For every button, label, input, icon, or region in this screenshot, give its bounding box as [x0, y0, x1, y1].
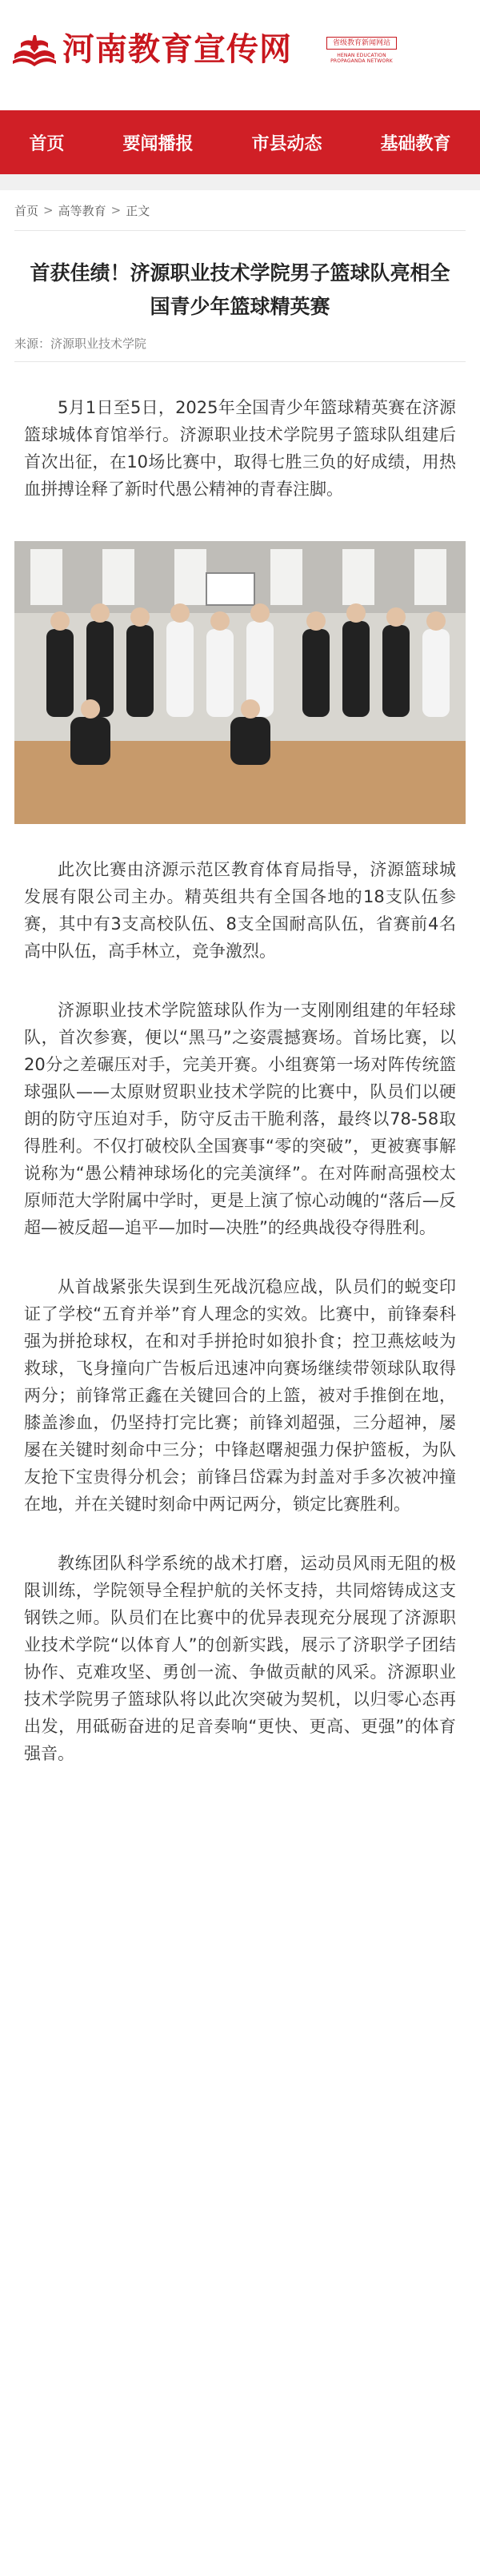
breadcrumb-separator: > [43, 203, 54, 217]
main-nav [0, 110, 480, 174]
site-badge: 省级教育新闻网站 [326, 37, 397, 50]
article-paragraph: 5月1日至5日，2025年全国青少年篮球精英赛在济源篮球城体育馆举行。济源职业技术学院男子篮球队组建后首次出征，在10场比赛中，取得七胜三负的好成绩，用热血拼搏诠释了新时代愚公精神的青春注脚。 [24, 398, 456, 499]
breadcrumb-separator: > [110, 203, 122, 217]
article-paragraph: 此次比赛由济源示范区教育体育局指导，济源篮球城发展有限公司主办。精英组共有全国各地的18支队伍参赛，其中有3支高校队伍、8支全国耐高队伍，省赛前4名高中队伍，高手林立，竞争激烈。 [24, 860, 456, 961]
site-name[interactable]: 河南教育宣传网 [62, 30, 292, 68]
article-paragraph: 从首战紧张失误到生死战沉稳应战，队员们的蜕变印证了学校“五育并举”育人理念的实效。比赛中，前锋秦科强为拼抢球权，在和对手拼抢时如狼扑食；控卫燕炫岐为救球，飞身撞向广告板后迅速冲向赛场继续带领球队取得两分；前锋常正鑫在关键回合的上篮，被对手推倒在地，膝盖渗血，仍坚持打完比赛；前锋刘超强，三分超神，屡屡在关键时刻命中三分；中锋赵曙昶强力保护篮板，为队友抢下宝贵得分机会；前锋吕岱霖为封盖对手多次被冲撞在地，并在关键时刻命中两记两分，锁定比赛胜利。 [24, 1277, 456, 1514]
nav-local[interactable]: 市县动态 [251, 133, 322, 154]
breadcrumb-current: 正文 [126, 203, 150, 218]
book-logo-icon[interactable] [10, 30, 59, 69]
article [0, 257, 480, 1767]
divider [14, 230, 466, 231]
team-photo [14, 541, 466, 824]
breadcrumb [0, 190, 480, 230]
nav-home[interactable]: 首页 [29, 133, 65, 154]
breadcrumb-higher-education[interactable]: 高等教育 [58, 203, 106, 218]
nav-basic-education[interactable]: 基础教育 [380, 133, 451, 154]
article-paragraph: 济源职业技术学院篮球队作为一支刚刚组建的年轻球队，首次参赛，便以“黑马”之姿震撼赛场。首场比赛，以20分之差碾压对手，完美开赛。小组赛第一场对阵传统篮球强队——太原财贸职业技术学院的比赛中，队员们以硬朗的防守压迫对手，防守反击干脆利落，最终以78-58取得胜利。不仅打破校队全国赛事“零的突破”，更被赛事解说称为“愚公精神球场化的完美演绎”。在对阵耐高强校太原师范大学附属中学时，更是上演了惊心动魄的“落后—反超—被反超—追平—加时—决胜”的经典战役夺得胜利。 [24, 1001, 456, 1237]
nav-news[interactable]: 要闻播报 [122, 133, 194, 154]
section-gap [0, 174, 480, 190]
site-badge-en: HENAN EDUCATION PROPAGANDA NETWORK [330, 53, 393, 64]
divider [14, 361, 466, 362]
article-source: 来源：济源职业技术学院 [14, 336, 147, 351]
breadcrumb-home[interactable]: 首页 [14, 203, 39, 218]
article-title: 首获佳绩！济源职业技术学院男子篮球队亮相全国青少年篮球精英赛 [30, 261, 450, 318]
article-paragraph: 教练团队科学系统的战术打磨，运动员风雨无阻的极限训练，学院领导全程护航的关怀支持，共同熔铸成这支钢铁之师。队员们在比赛中的优异表现充分展现了济源职业技术学院“以体育人”的创新实践，展示了济职学子团结协作、克难攻坚、勇创一流、争做贡献的风采。济源职业技术学院男子篮球队将以此次突破为契机，以归零心态再出发，用砥砺奋进的足音奏响“更快、更高、更强”的体育强音。 [24, 1554, 456, 1763]
site-header [0, 0, 480, 110]
